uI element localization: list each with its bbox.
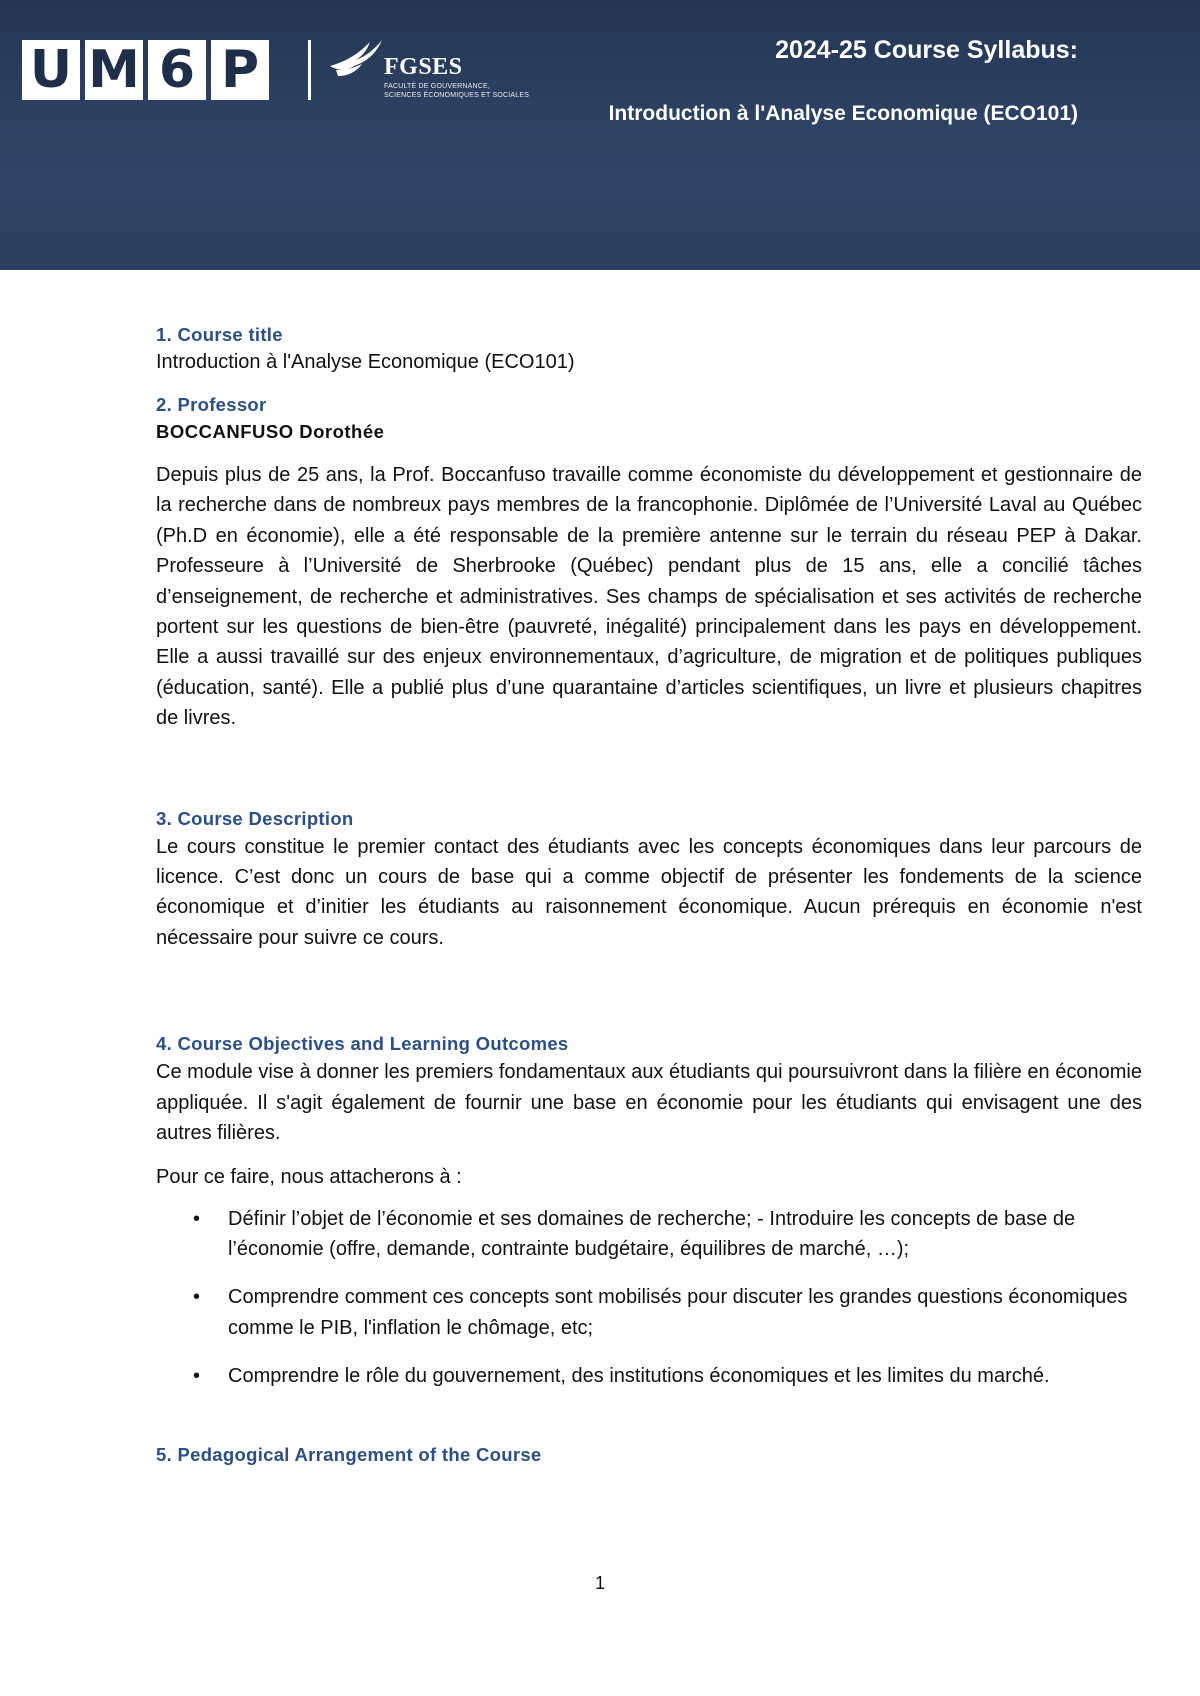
list-item-text: Comprendre comment ces concepts sont mobilisés pour discuter les grandes questions économiques comme le PIB, l'inflation le chômage, etc; <box>228 1286 1128 1339</box>
syllabus-title: 2024-25 Course Syllabus: <box>775 36 1078 64</box>
logo-letter: M <box>85 40 143 100</box>
objectives-list <box>156 1204 1142 1392</box>
list-item <box>193 1282 1142 1343</box>
section-professor <box>156 392 1142 734</box>
syllabus-course-name: Introduction à l'Analyse Economique (ECO101) <box>608 102 1078 125</box>
bullet-icon: • <box>193 1207 201 1230</box>
section-heading: 4. Course Objectives and Learning Outcomes <box>156 1033 569 1055</box>
professor-bio: Depuis plus de 25 ans, la Prof. Boccanfuso travaille comme économiste du développement et gestionnaire de la recherche dans de nombreux pays membres de la francophonie. Diplômée de l’Université Laval au Québec (Ph.D en économie), elle a été responsable de la première antenne sur le terrain du réseau PEP à Dakar. Professeure à l’Université de Sherbrooke (Québec) pendant plus de 15 ans, elle a concilié tâches d’enseignement, de recherche et administratives. Ses champs de spécialisation et ses activités de recherche portent sur les questions de bien-être (pauvreté, inégalité) principalement dans les pays en développement. Elle a aussi travaillé sur des enjeux environnementaux, d’agriculture, de migration et de politiques publiques (éducation, santé). Elle a publié plus d’une quarantaine d’articles scientifiques, un livre et plusieurs chapitres de livres. <box>156 464 1142 730</box>
logo-letter: P <box>211 40 269 100</box>
fgses-fullname <box>384 82 529 100</box>
bullet-icon: • <box>193 1286 201 1309</box>
logo-letter: 6 <box>148 40 206 100</box>
list-item <box>193 1204 1142 1265</box>
list-item-text: Comprendre le rôle du gouvernement, des institutions économiques et les limites du marché. <box>228 1365 1050 1388</box>
section-pedagogy <box>156 1442 1142 1468</box>
fgses-logo <box>326 36 556 106</box>
section-heading: 5. Pedagogical Arrangement of the Course <box>156 1443 542 1465</box>
fgses-line-1: FACULTÉ DE GOUVERNANCE, <box>384 83 490 90</box>
section-heading: 3. Course Description <box>156 807 354 829</box>
section-description <box>156 806 1142 954</box>
syllabus-body <box>156 322 1142 1468</box>
logo-divider <box>308 40 311 100</box>
list-item <box>193 1361 1142 1391</box>
fgses-line-2: SCIENCES ÉCONOMIQUES ET SOCIALES <box>384 92 530 99</box>
course-title-value: Introduction à l'Analyse Economique (ECO101) <box>156 351 575 373</box>
section-heading: 1. Course title <box>156 324 283 345</box>
professor-name: BOCCANFUSO Dorothée <box>156 421 385 442</box>
course-description-text: Le cours constitue le premier contact des étudiants avec les concepts économiques dans leur parcours de licence. C’est donc un cours de base qui a comme objectif de présenter les fondements de la science économique et d’initier les étudiants au raisonnement économique. Aucun prérequis en économie n'est nécessaire pour suivre ce cours. <box>156 835 1142 949</box>
objectives-intro: Ce module vise à donner les premiers fondamentaux aux étudiants qui poursuivront dans la filière en économie appliquée. Il s'agit également de fournir une base en économie pour les étudiants qui envisagent une des autres filières. <box>156 1061 1142 1145</box>
objectives-lead: Pour ce faire, nous attacherons à : <box>156 1165 462 1188</box>
um6p-logo <box>22 40 269 100</box>
list-item-text: Définir l’objet de l’économie et ses domaines de recherche; - Introduire les concepts de base de l’économie (offre, demande, contrainte budgétaire, équilibres de marché, …); <box>228 1207 1076 1260</box>
page-number: 1 <box>594 1573 605 1593</box>
eagle-icon <box>326 36 386 86</box>
fgses-acronym: FGSES <box>384 54 463 80</box>
bullet-icon: • <box>193 1365 201 1388</box>
logo-letter: U <box>22 40 80 100</box>
section-heading: 2. Professor <box>156 394 267 415</box>
header-banner <box>0 0 1200 270</box>
section-course-title <box>156 322 1142 377</box>
section-objectives <box>156 1031 1142 1391</box>
